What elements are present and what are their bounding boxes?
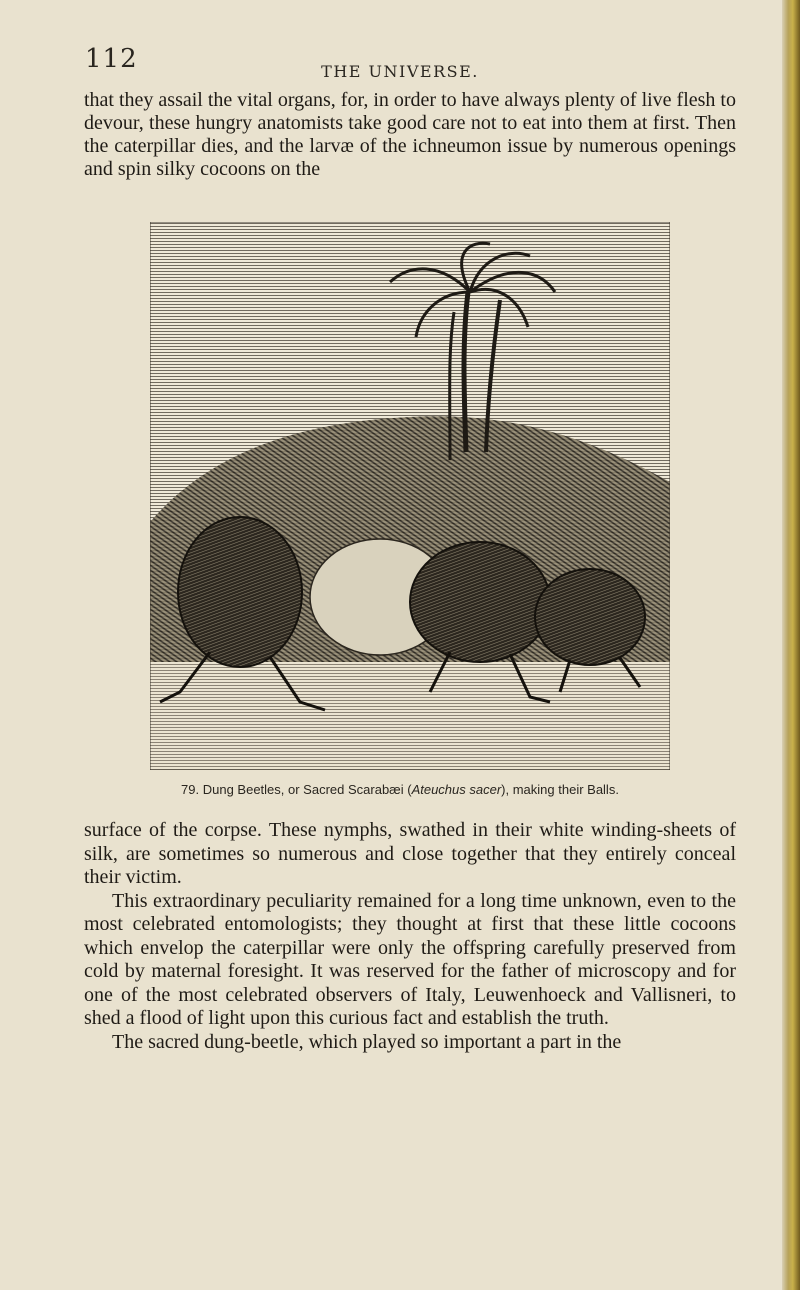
page-number: 112 — [85, 44, 138, 74]
paragraph: This extraordinary peculiarity remained for a long time unknown, even to the most celebrated entomologists; they thought at first that these little cocoons which envelop the caterpillar were only the offspring carefully preserved from cold by maternal foresight. It was reserved for the father of microscopy and for one of the most celebrated observers of Italy, Leuwenhoeck and Vallisneri, to shed a flood of light upon this curious fact and establish the truth. — [84, 889, 736, 1029]
caption-species: Ateuchus sacer — [411, 782, 502, 797]
caption-prefix: 79. Dung Beetles, or Sacred Scarabæi ( — [181, 782, 412, 797]
beetle-right — [535, 569, 645, 665]
paragraph: The sacred dung-beetle, which played so important a part in the — [112, 1030, 622, 1053]
page-edge — [782, 0, 800, 1290]
running-head: THE UNIVERSE. — [321, 62, 479, 81]
ground — [150, 662, 670, 770]
top-paragraph: that they assail the vital organs, for, in order to have always plenty of live flesh to devour, these hungry anatomists take good care not to eat into them at first. Then the caterpillar dies, and the larvæ of the ichneumon issue by numerous openings and spin silky cocoons on the — [84, 89, 736, 180]
dung-beetle-engraving — [150, 222, 670, 770]
paragraph: surface of the corpse. These nymphs, swathed in their white winding-sheets of silk, are sometimes so numerous and close together that they entirely conceal their victim. — [84, 819, 736, 888]
figure-caption — [0, 782, 800, 797]
beetle-left — [178, 517, 302, 667]
caption-suffix: ), making their Balls. — [501, 782, 619, 797]
beetle-middle — [410, 542, 550, 662]
body-text — [84, 819, 736, 1054]
